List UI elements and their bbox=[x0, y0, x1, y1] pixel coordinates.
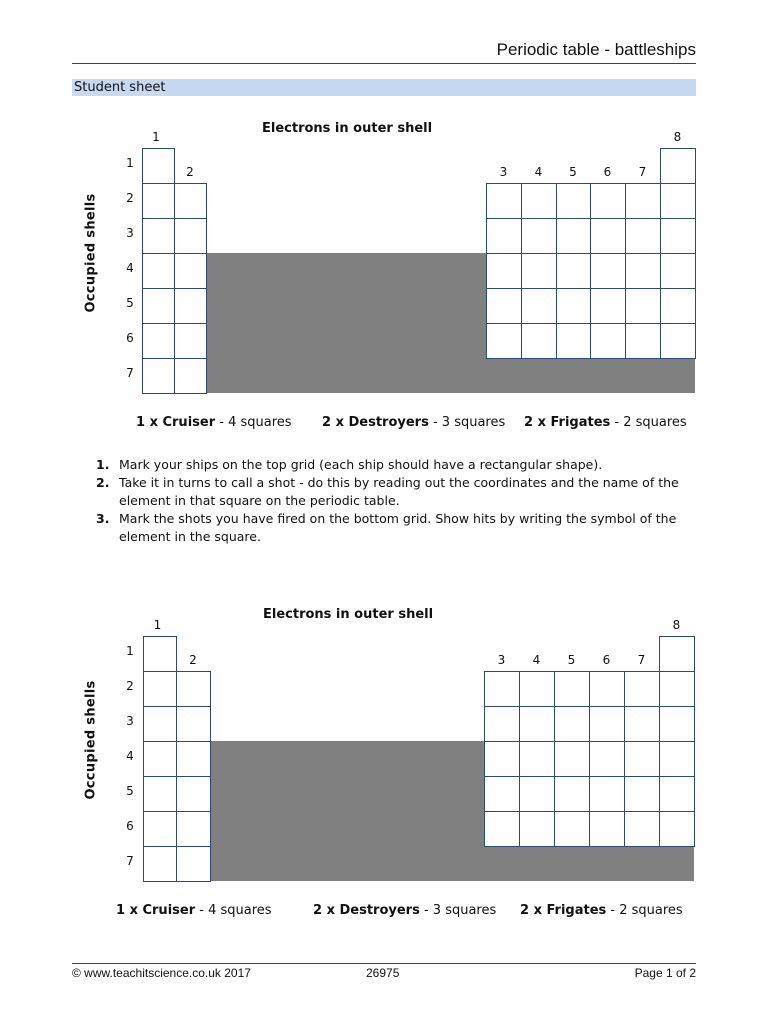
grid-cell bbox=[660, 323, 696, 359]
grid-cell bbox=[521, 323, 557, 359]
period-label: 1 bbox=[126, 643, 134, 658]
section-heading-bar bbox=[72, 79, 696, 96]
grid-cell bbox=[659, 741, 695, 777]
grid-cell bbox=[486, 183, 522, 219]
grid-cell bbox=[624, 671, 660, 707]
grid-cell bbox=[142, 323, 175, 359]
ship-legend-item bbox=[313, 903, 496, 918]
grid-cell bbox=[521, 218, 557, 254]
grid-cell bbox=[659, 671, 695, 707]
grid-cell bbox=[143, 846, 177, 882]
group-label: 6 bbox=[602, 653, 611, 667]
ship-legend-item bbox=[136, 415, 292, 430]
grid-cell bbox=[589, 741, 625, 777]
grid-cell bbox=[624, 706, 660, 742]
footer-page-number: Page 1 of 2 bbox=[634, 966, 696, 980]
period-label: 2 bbox=[126, 190, 134, 205]
grid-title: Electrons in outer shell bbox=[263, 607, 434, 622]
header-rule bbox=[72, 63, 696, 64]
period-label: 6 bbox=[126, 818, 134, 833]
period-label: 4 bbox=[126, 748, 134, 763]
period-label: 5 bbox=[126, 295, 134, 310]
group-label: 4 bbox=[534, 165, 543, 179]
instruction-item bbox=[96, 510, 696, 546]
grid-cell bbox=[174, 288, 207, 324]
grid-cell bbox=[519, 776, 555, 812]
ship-size: - 2 squares bbox=[614, 415, 687, 430]
section-heading: Student sheet bbox=[74, 80, 166, 95]
grid-cell bbox=[143, 636, 177, 672]
grid-cell bbox=[554, 811, 590, 847]
grid-cell bbox=[143, 776, 177, 812]
grid-cell bbox=[176, 741, 211, 777]
grid-cell bbox=[554, 671, 590, 707]
grid-cell bbox=[589, 671, 625, 707]
grid-cell bbox=[590, 253, 626, 289]
grid-cell bbox=[624, 811, 660, 847]
grid-cell bbox=[174, 253, 207, 289]
ship-legend-item bbox=[116, 903, 272, 918]
grid-cell bbox=[521, 253, 557, 289]
instruction-text: Take it in turns to call a shot - do this by reading out the coordinates and the name of the element in that square on the periodic table. bbox=[119, 475, 679, 508]
grid-cell bbox=[484, 776, 520, 812]
grid-cell bbox=[590, 323, 626, 359]
group-label: 1 bbox=[152, 130, 160, 144]
grid-cell bbox=[176, 706, 211, 742]
instruction-text: Mark your ships on the top grid (each ship should have a rectangular shape). bbox=[119, 457, 603, 472]
ship-name: 1 x Cruiser bbox=[136, 415, 216, 430]
grid-cell bbox=[519, 811, 555, 847]
grid-cell bbox=[589, 706, 625, 742]
grid-cell bbox=[142, 253, 175, 289]
shaded-gap bbox=[210, 741, 484, 881]
ship-name: 2 x Destroyers bbox=[322, 415, 429, 430]
grid-cell bbox=[625, 183, 661, 219]
group-label: 7 bbox=[637, 653, 646, 667]
grid-title: Electrons in outer shell bbox=[262, 121, 433, 136]
grid-cell bbox=[589, 811, 625, 847]
period-label: 5 bbox=[126, 783, 134, 798]
grid-cell bbox=[554, 741, 590, 777]
group-label: 5 bbox=[567, 653, 576, 667]
grid-cell bbox=[625, 323, 661, 359]
grid-cell bbox=[142, 358, 175, 394]
grid-cell bbox=[521, 183, 557, 219]
instruction-number: 2. bbox=[96, 475, 110, 490]
grid-cell bbox=[625, 253, 661, 289]
ship-legend-item bbox=[322, 415, 505, 430]
grid-cell bbox=[660, 183, 696, 219]
ship-size: - 2 squares bbox=[610, 903, 683, 918]
grid-cell bbox=[659, 811, 695, 847]
grid-cell bbox=[590, 218, 626, 254]
grid-cell bbox=[143, 706, 177, 742]
y-axis-label: Occupied shells bbox=[83, 680, 99, 800]
ship-legend-item bbox=[524, 415, 687, 430]
grid-cell bbox=[556, 288, 591, 324]
grid-cell bbox=[519, 706, 555, 742]
grid-cell bbox=[659, 636, 695, 672]
grid-cell bbox=[660, 218, 696, 254]
grid-cell bbox=[143, 671, 177, 707]
grid-cell bbox=[143, 741, 177, 777]
instruction-number: 1. bbox=[96, 457, 110, 472]
grid-cell bbox=[486, 218, 522, 254]
grid-cell bbox=[659, 776, 695, 812]
grid-cell bbox=[519, 741, 555, 777]
group-label: 3 bbox=[499, 165, 508, 179]
period-label: 6 bbox=[126, 330, 134, 345]
period-label: 3 bbox=[126, 225, 134, 240]
grid-cell bbox=[624, 776, 660, 812]
shaded-gap bbox=[486, 358, 695, 393]
header-title: Periodic table - battleships bbox=[496, 40, 696, 59]
grid-cell bbox=[625, 218, 661, 254]
ship-name: 2 x Frigates bbox=[520, 903, 607, 918]
ship-size: - 3 squares bbox=[423, 903, 497, 918]
grid-cell bbox=[554, 706, 590, 742]
footer-copyright: © www.teachitscience.co.uk 2017 bbox=[72, 966, 251, 980]
grid-cell bbox=[176, 846, 211, 882]
grid-cell bbox=[486, 323, 522, 359]
grid-cell bbox=[176, 671, 211, 707]
shaded-gap bbox=[484, 846, 694, 881]
group-label: 8 bbox=[673, 130, 682, 144]
group-label: 7 bbox=[638, 165, 647, 179]
grid-cell bbox=[176, 776, 211, 812]
grid-cell bbox=[142, 218, 175, 254]
period-label: 7 bbox=[126, 853, 134, 868]
ship-legend-item bbox=[520, 903, 683, 918]
grid-cell bbox=[142, 288, 175, 324]
grid-cell bbox=[590, 183, 626, 219]
instruction-text: Mark the shots you have fired on the bottom grid. Show hits by writing the symbol of the element in the square. bbox=[119, 511, 677, 544]
grid-cell bbox=[486, 253, 522, 289]
instruction-number: 3. bbox=[96, 511, 110, 526]
grid-cell bbox=[142, 148, 175, 184]
grid-cell bbox=[659, 706, 695, 742]
ship-size: - 3 squares bbox=[432, 415, 506, 430]
grid-cell bbox=[174, 218, 207, 254]
grid-cell bbox=[484, 706, 520, 742]
group-label: 4 bbox=[532, 653, 541, 667]
period-label: 4 bbox=[126, 260, 134, 275]
shaded-gap bbox=[206, 253, 486, 393]
grid-cell bbox=[484, 741, 520, 777]
grid-cell bbox=[556, 253, 591, 289]
group-label: 2 bbox=[189, 653, 197, 667]
group-label: 2 bbox=[186, 165, 194, 179]
grid-cell bbox=[589, 776, 625, 812]
grid-cell bbox=[625, 288, 661, 324]
grid-cell bbox=[660, 288, 696, 324]
group-label: 3 bbox=[497, 653, 506, 667]
group-label: 6 bbox=[603, 165, 612, 179]
grid-cell bbox=[484, 811, 520, 847]
grid-cell bbox=[174, 358, 207, 394]
grid-cell bbox=[624, 741, 660, 777]
grid-cell bbox=[143, 811, 177, 847]
ship-name: 2 x Destroyers bbox=[313, 903, 420, 918]
period-label: 2 bbox=[126, 678, 134, 693]
grid-cell bbox=[174, 323, 207, 359]
ship-name: 1 x Cruiser bbox=[116, 903, 196, 918]
grid-cell bbox=[556, 183, 591, 219]
footer-code: 26975 bbox=[366, 966, 400, 980]
grid-cell bbox=[484, 671, 520, 707]
grid-cell bbox=[660, 148, 696, 184]
ship-size: - 4 squares bbox=[199, 903, 272, 918]
grid-cell bbox=[521, 288, 557, 324]
instructions-list bbox=[96, 456, 696, 546]
group-label: 5 bbox=[569, 165, 577, 179]
footer-rule bbox=[72, 963, 696, 964]
instruction-item bbox=[96, 474, 696, 510]
grid-cell bbox=[519, 671, 555, 707]
grid-cell bbox=[176, 811, 211, 847]
period-label: 3 bbox=[126, 713, 134, 728]
ship-size: - 4 squares bbox=[219, 415, 292, 430]
grid-cell bbox=[142, 183, 175, 219]
grid-cell bbox=[174, 183, 207, 219]
grid-cell bbox=[556, 323, 591, 359]
grid-cell bbox=[554, 776, 590, 812]
grid-cell bbox=[660, 253, 696, 289]
y-axis-label: Occupied shells bbox=[83, 193, 99, 313]
grid-cell bbox=[590, 288, 626, 324]
grid-cell bbox=[486, 288, 522, 324]
period-label: 7 bbox=[126, 365, 134, 380]
period-label: 1 bbox=[126, 155, 134, 170]
ship-name: 2 x Frigates bbox=[524, 415, 611, 430]
grid-cell bbox=[556, 218, 591, 254]
group-label: 1 bbox=[153, 618, 162, 632]
group-label: 8 bbox=[672, 618, 681, 632]
instruction-item bbox=[96, 456, 696, 474]
